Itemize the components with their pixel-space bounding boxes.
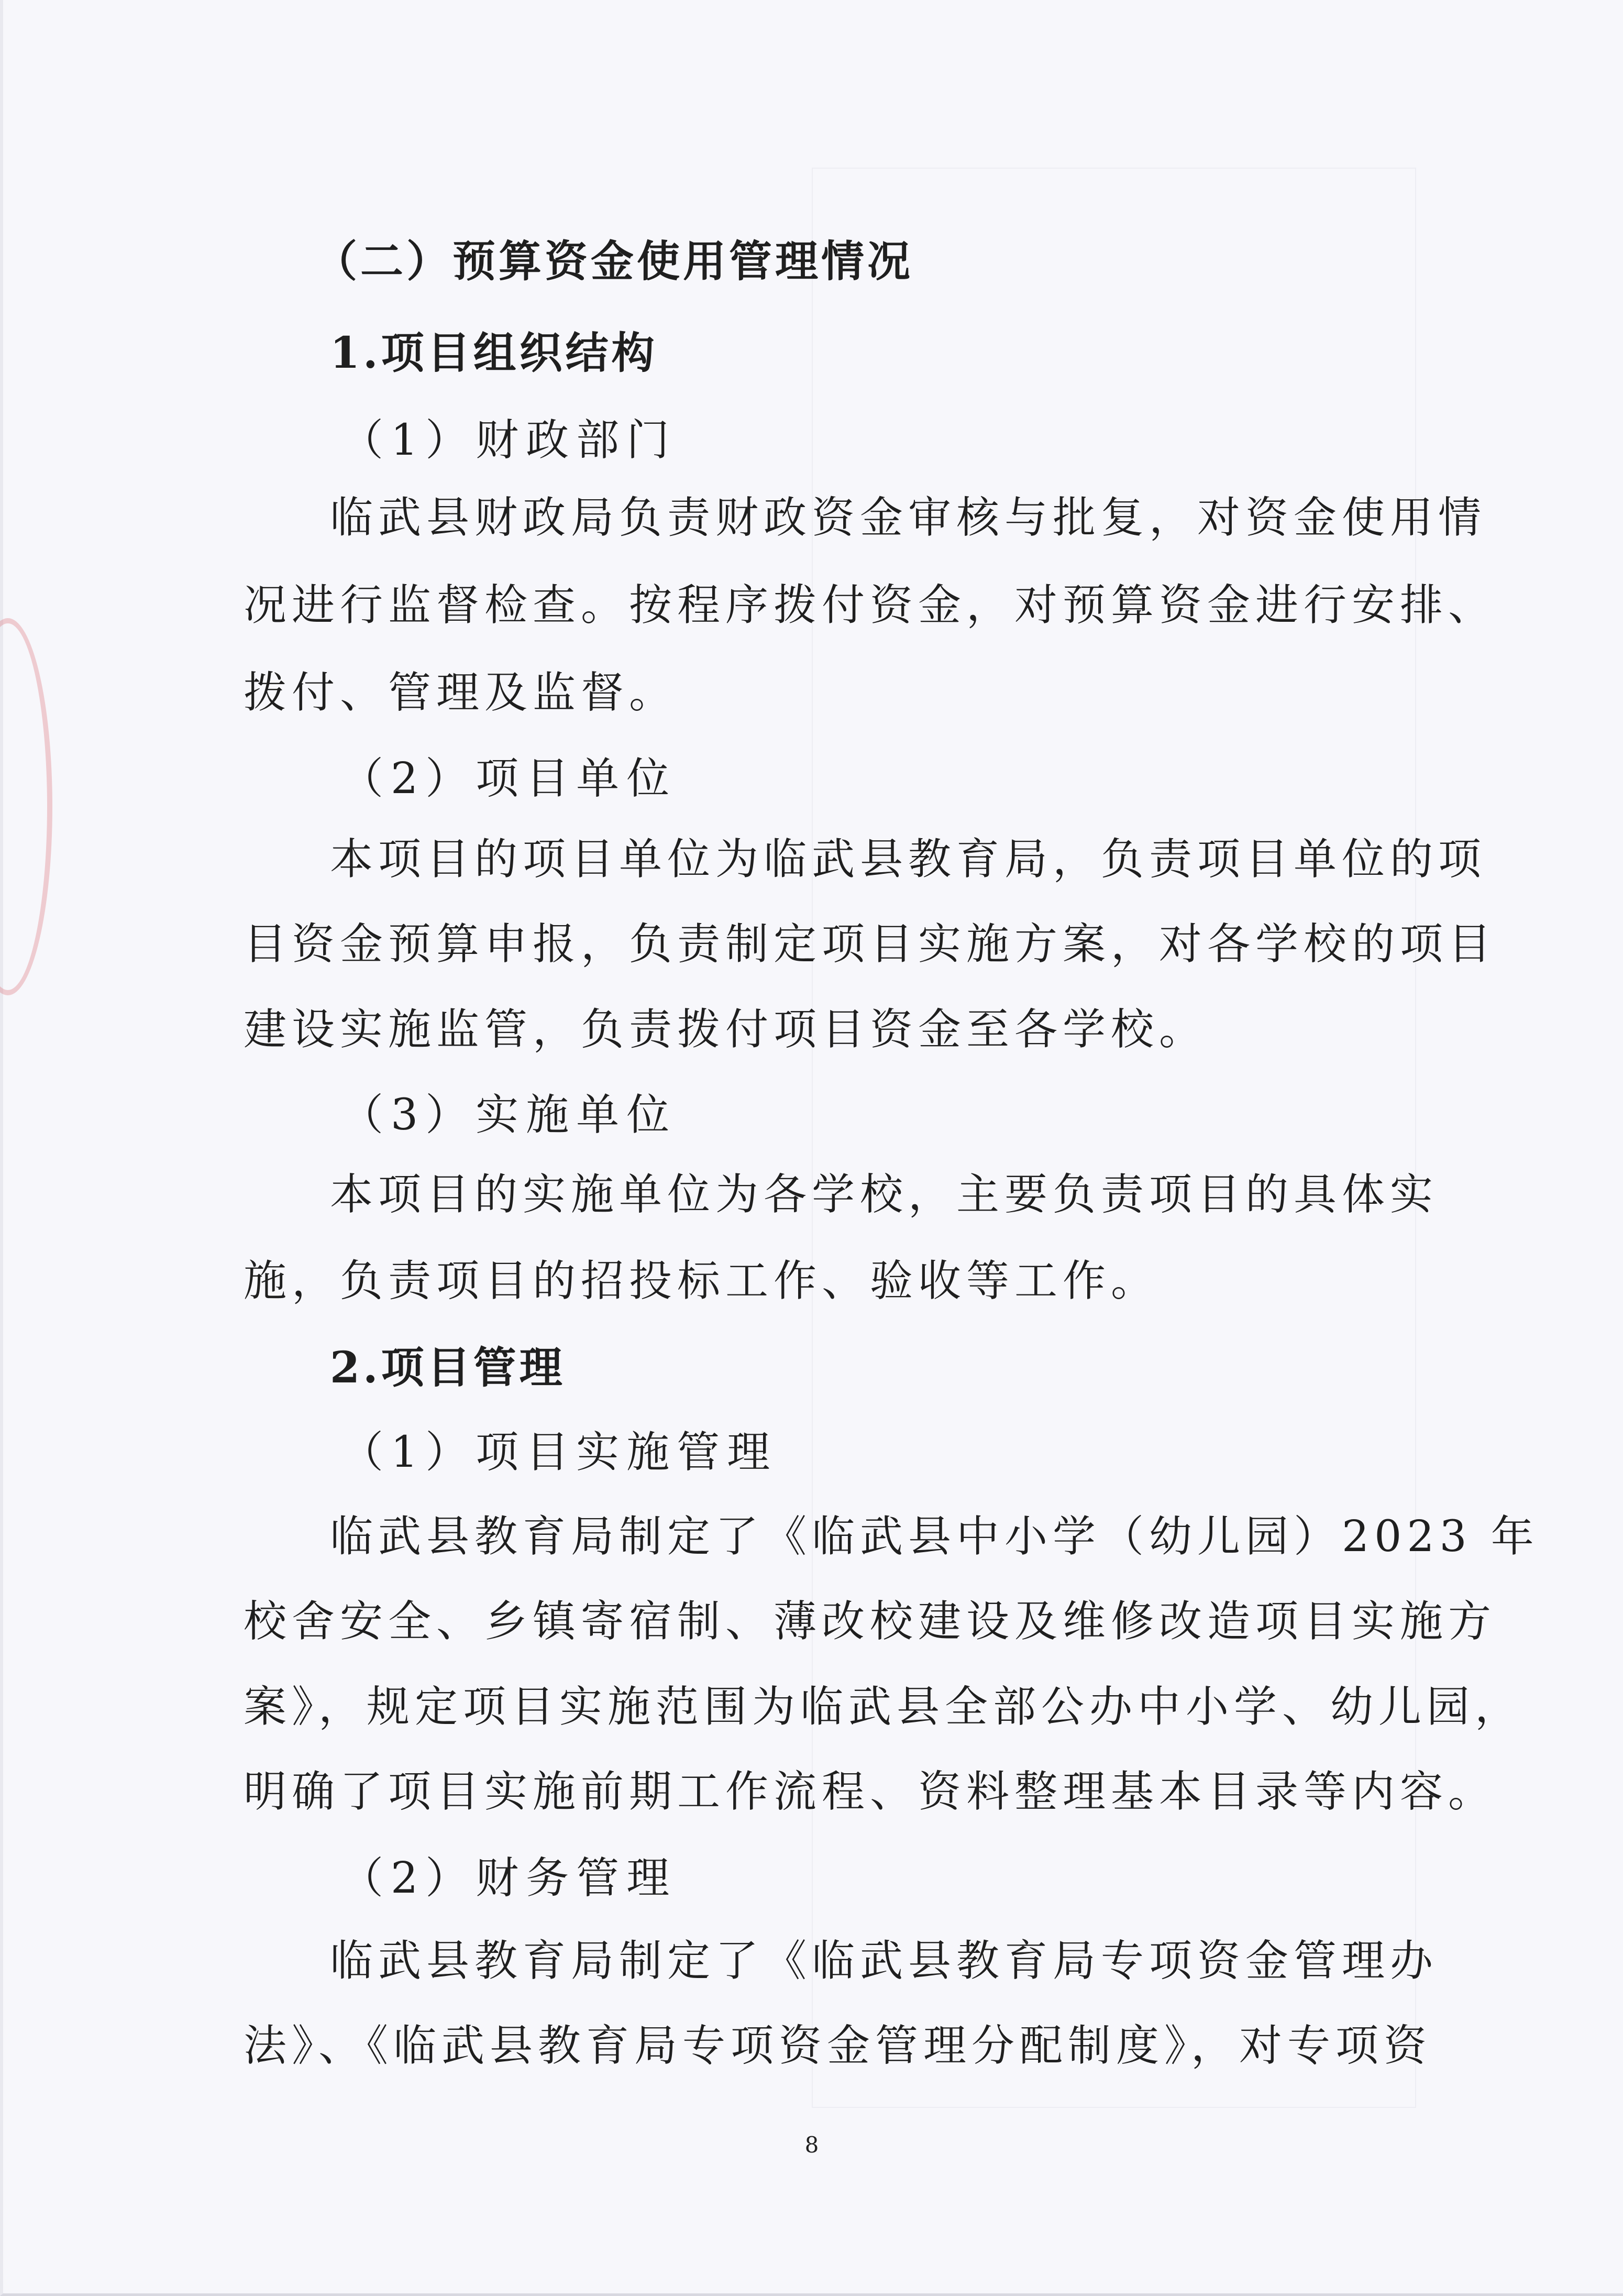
page-number: 8 xyxy=(804,2132,819,2158)
bleed-through-table xyxy=(812,168,1416,2108)
paragraph-line: 临武县教育局制定了《临武县教育局专项资金管理办 xyxy=(330,1936,1439,1986)
subheading-finance-dept: （1）财政部门 xyxy=(340,415,677,465)
heading-project-management: 2.项目管理 xyxy=(330,1343,566,1393)
paragraph-line: 明确了项目实施前期工作流程、资料整理基本目录等内容。 xyxy=(244,1767,1497,1817)
paragraph-line: 法》、《临武县教育局专项资金管理分配制度》，对专项资 xyxy=(244,2021,1432,2071)
subheading-implementing-unit: （3）实施单位 xyxy=(340,1090,677,1140)
paragraph-line: 临武县财政局负责财政资金审核与批复，对资金使用情 xyxy=(330,493,1487,543)
paragraph-line: 校舍安全、乡镇寄宿制、薄改校建设及维修改造项目实施方 xyxy=(244,1597,1497,1646)
paragraph-line: 建设实施监管，负责拨付项目资金至各学校。 xyxy=(244,1005,1208,1054)
paragraph-line: 本项目的项目单位为临武县教育局，负责项目单位的项 xyxy=(330,834,1487,884)
section-heading: （二）预算资金使用管理情况 xyxy=(314,236,914,287)
paragraph-line: 拨付、管理及监督。 xyxy=(244,668,678,718)
paragraph-line: 目资金预算申报，负责制定项目实施方案，对各学校的项目 xyxy=(244,919,1497,969)
paragraph-line: 案》，规定项目实施范围为临武县全部公办中小学、幼儿园， xyxy=(244,1682,1523,1732)
heading-project-structure: 1.项目组织结构 xyxy=(330,328,658,378)
paragraph-line: 临武县教育局制定了《临武县中小学（幼儿园）2023 年 xyxy=(330,1512,1539,1562)
subheading-implementation-management: （1）项目实施管理 xyxy=(340,1427,778,1477)
paragraph-line: 本项目的实施单位为各学校，主要负责项目的具体实 xyxy=(330,1170,1439,1220)
subheading-financial-management: （2）财务管理 xyxy=(340,1853,677,1903)
subheading-project-unit: （2）项目单位 xyxy=(340,754,677,804)
paragraph-line: 况进行监督检查。按程序拨付资金，对预算资金进行安排、 xyxy=(244,580,1497,630)
paragraph-line: 施，负责项目的招投标工作、验收等工作。 xyxy=(244,1256,1160,1306)
